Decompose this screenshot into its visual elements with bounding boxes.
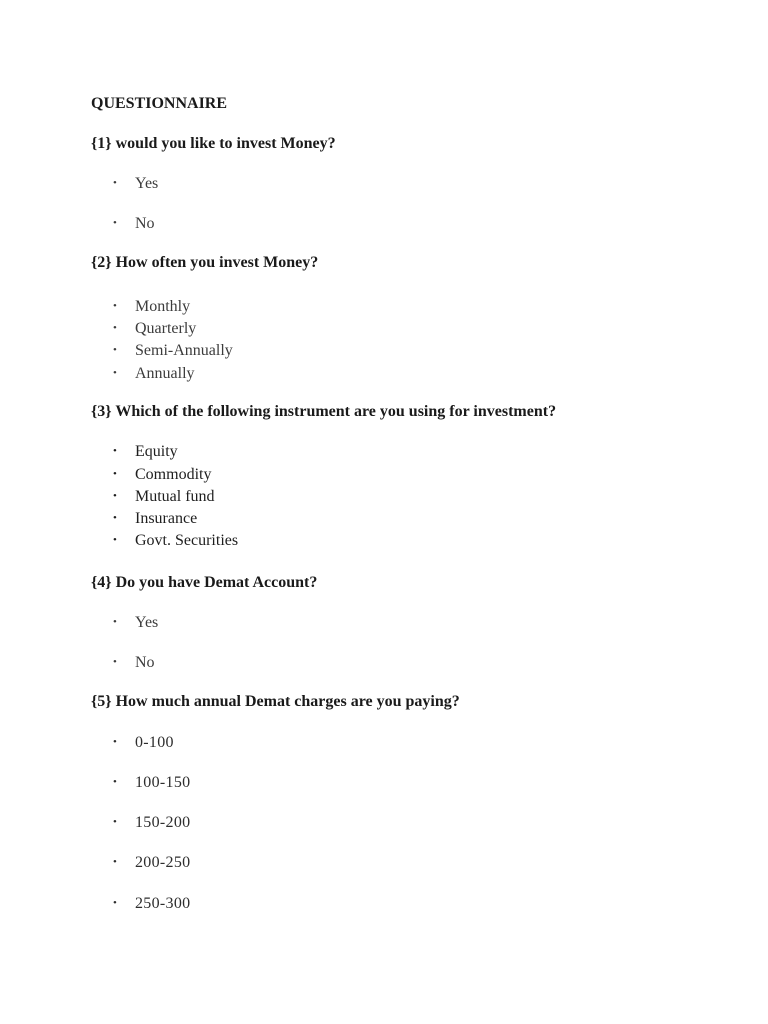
question-5-option [113, 732, 174, 753]
option-label: 150-200 [135, 814, 191, 831]
question-5-option [113, 772, 190, 793]
question-2-option [113, 318, 196, 339]
question-1-option [113, 173, 158, 194]
question-3-option [113, 508, 197, 529]
option-label: Govt. Securities [135, 532, 239, 549]
option-label: 0-100 [135, 734, 174, 751]
bullet-icon: • [113, 367, 117, 379]
option-label: No [135, 215, 155, 232]
question-2-option [113, 363, 195, 384]
question-3-label: {3} Which of the following instrument are you using for investment? [91, 403, 557, 420]
option-label: No [135, 654, 155, 671]
page-title: QUESTIONNAIRE [91, 95, 228, 112]
question-2-option [113, 296, 190, 317]
question-3-option [113, 464, 211, 485]
question-5-label: {5} How much annual Demat charges are you paying? [91, 693, 460, 710]
option-label: Commodity [135, 466, 212, 483]
question-5-option [113, 893, 190, 914]
bullet-icon: • [113, 736, 118, 748]
bullet-icon: • [113, 177, 117, 189]
question-3-option [113, 441, 178, 462]
option-label: Quarterly [135, 320, 197, 337]
question-4-option [113, 612, 158, 633]
bullet-icon: • [113, 217, 117, 229]
bullet-icon: • [113, 776, 118, 788]
bullet-icon: • [113, 534, 117, 546]
question-5-option [113, 812, 190, 833]
option-label: Mutual fund [135, 488, 215, 505]
option-label: Equity [135, 443, 178, 460]
bullet-icon: • [113, 616, 117, 628]
bullet-icon: • [113, 512, 117, 524]
question-2-label: {2} How often you invest Money? [91, 254, 319, 271]
option-label: Insurance [135, 510, 198, 527]
question-5-option [113, 852, 190, 873]
option-label: 250-300 [135, 895, 191, 912]
question-3-option [113, 486, 215, 507]
question-3-option [113, 530, 238, 551]
option-label: Yes [135, 175, 159, 192]
bullet-icon: • [113, 322, 117, 334]
bullet-icon: • [113, 897, 118, 909]
bullet-icon: • [113, 656, 117, 668]
option-label: Annually [135, 365, 195, 382]
question-1-option [113, 213, 155, 234]
bullet-icon: • [113, 445, 117, 457]
question-1-label: {1} would you like to invest Money? [91, 135, 336, 152]
bullet-icon: • [113, 468, 117, 480]
option-label: Semi-Annually [135, 342, 233, 359]
bullet-icon: • [113, 344, 117, 356]
bullet-icon: • [113, 856, 118, 868]
bullet-icon: • [113, 300, 117, 312]
option-label: Yes [135, 614, 159, 631]
option-label: 100-150 [135, 774, 191, 791]
bullet-icon: • [113, 816, 118, 828]
question-4-option [113, 652, 155, 673]
question-2-option [113, 340, 233, 361]
question-4-label: {4} Do you have Demat Account? [91, 574, 318, 591]
option-label: Monthly [135, 298, 191, 315]
bullet-icon: • [113, 490, 117, 502]
option-label: 200-250 [135, 854, 191, 871]
